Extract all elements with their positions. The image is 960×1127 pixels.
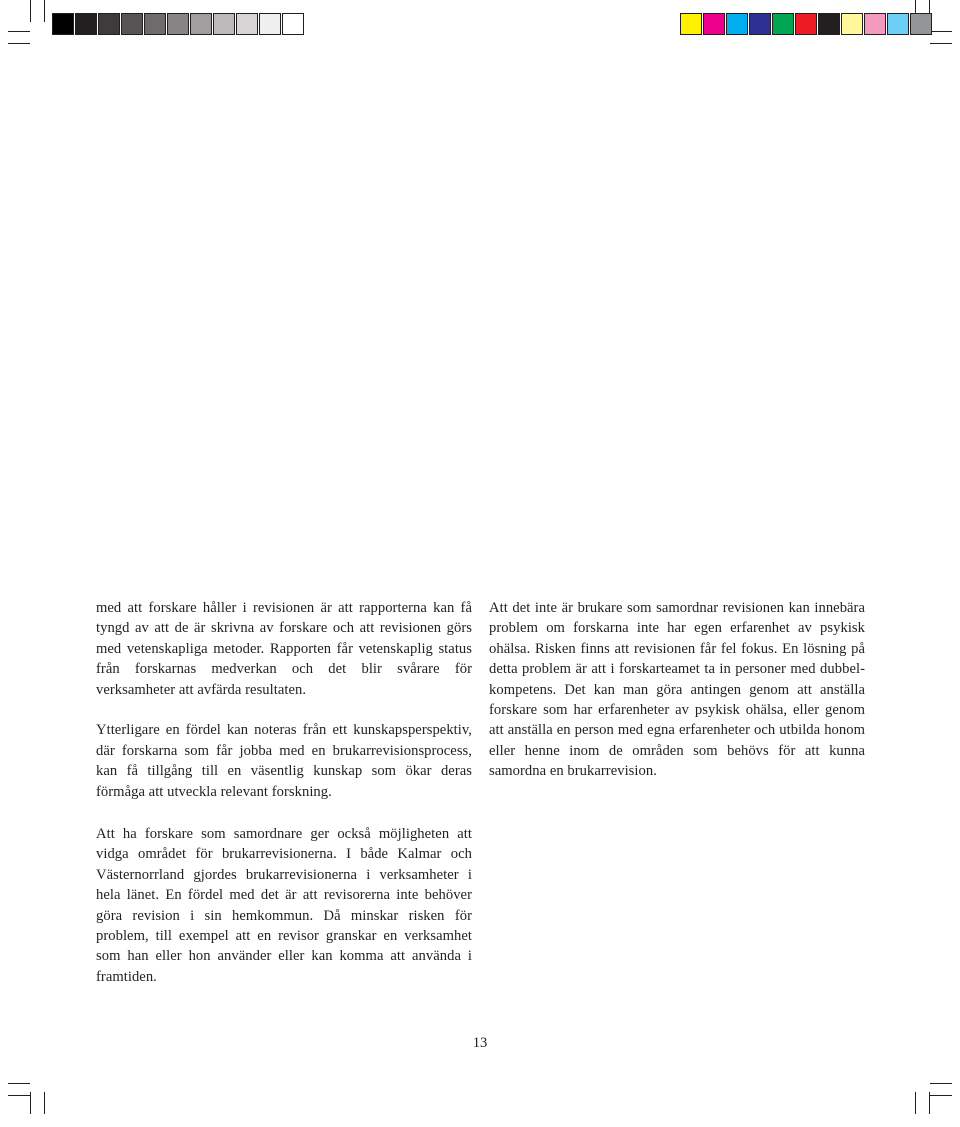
color-swatch [772, 13, 794, 35]
color-swatch [259, 13, 281, 35]
text-column-right [489, 598, 865, 782]
crop-mark [915, 1092, 916, 1114]
color-swatch [910, 13, 932, 35]
color-swatch [213, 13, 235, 35]
gray-calibration-strip [52, 13, 305, 35]
paragraph: Att det inte är brukare som samordnar revisionen kan innebära problem om forskarna inte har egen erfarenhet av psykisk ohälsa. Risken finns att revisionen får fel fokus. En lösning på detta problem är att i forskarteamet ta in personer med dubbel-kompetens. Det kan man göra antingen genom att anställa forskare som har erfarenheter av psykisk ohälsa, eller genom att anställa en person med egna erfarenheter och utbilda honom eller henne inom de områden som behövs för att kunna samordna en brukarrevision. [489, 600, 865, 780]
paragraph: Att ha forskare som samordnare ger också möjligheten att vidga området för brukarrevisionerna. I både Kalmar och Västernorrland gjordes brukarrevisionerna i verksamheter i hela länet. En fördel med det är att revisorerna inte behöver göra revision i sin hemkommun. Då minskar risken för problem, till exempel att en revisor granskar en verksamhet som han eller hon använder eller kan komma att använda i framtiden. [96, 826, 472, 985]
color-swatch [75, 13, 97, 35]
color-swatch [236, 13, 258, 35]
color-swatch [818, 13, 840, 35]
color-swatch [680, 13, 702, 35]
color-swatch [841, 13, 863, 35]
crop-mark [44, 1092, 45, 1114]
color-swatch [52, 13, 74, 35]
color-swatch [864, 13, 886, 35]
color-swatch [795, 13, 817, 35]
color-swatch [98, 13, 120, 35]
crop-mark [930, 31, 952, 32]
paragraph: med att forskare håller i revisionen är att rapporterna kan få tyngd av att de är skrivna av forskare och att revisionen görs med vetenskapliga metoder. Rapporten får vetenskaplig status från forskarnas medverkan och det blir svårare för verksamheter att avfärda resultaten. [96, 600, 472, 698]
color-swatch [887, 13, 909, 35]
color-calibration-strip [680, 13, 933, 35]
crop-mark [8, 1095, 30, 1096]
crop-mark [30, 1092, 31, 1114]
page-number: 13 [472, 1035, 488, 1051]
color-swatch [726, 13, 748, 35]
color-swatch [282, 13, 304, 35]
crop-mark [30, 0, 31, 22]
crop-mark [8, 1083, 30, 1084]
color-swatch [121, 13, 143, 35]
color-swatch [190, 13, 212, 35]
paragraph: Ytterligare en fördel kan noteras från ett kunskapsperspektiv, där forskarna som får jobba med en brukarrevisionsprocess, kan få tillgång till en väsentlig kunskap som ökar deras förmåga att utveckla relevant forskning. [96, 722, 472, 800]
text-column-bottom [96, 824, 472, 987]
text-column-left [96, 598, 472, 802]
color-swatch [703, 13, 725, 35]
color-swatch [167, 13, 189, 35]
crop-mark [930, 43, 952, 44]
crop-mark [44, 0, 45, 22]
crop-mark [8, 31, 30, 32]
color-swatch [749, 13, 771, 35]
crop-mark [930, 1083, 952, 1084]
crop-mark [930, 1095, 952, 1096]
crop-mark [8, 43, 30, 44]
color-swatch [144, 13, 166, 35]
